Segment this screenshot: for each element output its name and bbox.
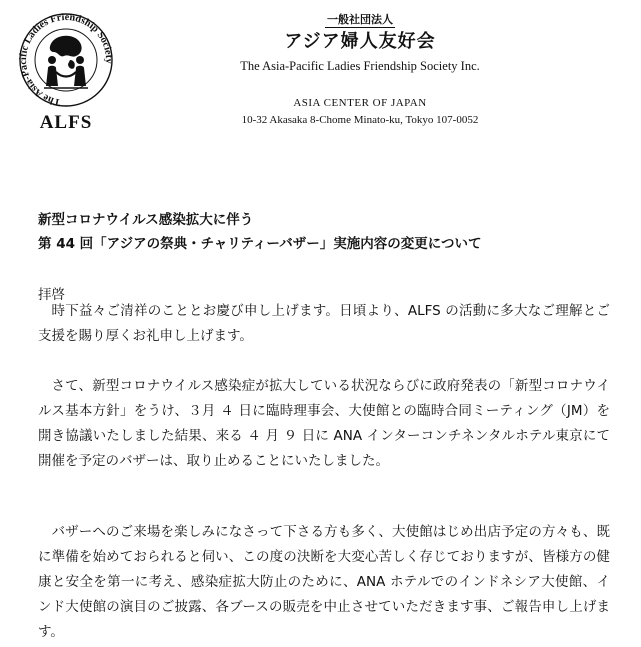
logo-emblem-icon	[10, 8, 122, 112]
org-address: 10-32 Akasaka 8-Chome Minato-ku, Tokyo 107-0052	[241, 114, 479, 126]
paragraph-1-text: 時下益々ご清祥のこととお慶び申し上げます。日頃より、ALFS の活動に多大なご理解とご支援を賜り厚くお礼申し上げます。	[38, 303, 610, 344]
paragraph-2	[38, 374, 610, 474]
paragraph-3-text: バザーへのご来場を楽しみになさって下さる方も多く、大使館はじめ出店予定の方々も、既に準備を始めておられると伺い、この度の決断を大変心苦しく存じておりますが、皆様方の健康と安全を第一に考え、感染症拡大防止のために、ANA ホテルでのインドネシア大使館、インド大使館の演目のご披露、各ブースの販売を中止させていただきます事、ご報告申し上げます。	[38, 524, 610, 640]
alfs-logo	[10, 8, 122, 134]
paragraph-3	[38, 520, 610, 645]
org-name-japanese: アジア婦人友好会	[284, 31, 436, 52]
document-title-line-2: 第 44 回「アジアの祭典・チャリティーバザー」実施内容の変更について	[38, 236, 482, 252]
salutation-text: 拝啓	[38, 287, 65, 303]
logo-caption: ALFS	[39, 112, 93, 133]
org-kind: 一般社団法人	[327, 13, 393, 26]
center-name: ASIA CENTER OF JAPAN	[293, 97, 427, 109]
org-name-english: The Asia-Pacific Ladies Friendship Society Inc.	[240, 59, 480, 73]
org-header	[160, 8, 560, 127]
paragraph-2-text: さて、新型コロナウイルス感染症が拡大している状況ならびに政府発表の「新型コロナウイルス基本方針」をうけ、３月 ４ 日に臨時理事会、大使館との臨時合同ミーティング（JM）を開き協議いたしました結果、来る ４ 月 ９ 日に ANA インターコンチネンタルホテル東京にて開催を予定のバザーは、取り止めることにいたしました。	[38, 378, 610, 469]
document-title-line-1: 新型コロナウイルス感染拡大に伴う	[38, 212, 254, 228]
logo-ring-text: The Asia-Pacific Ladies Friendship Society	[17, 11, 115, 108]
svg-text:The Asia-Pacific Ladies Friend	[18, 12, 114, 108]
paragraph-1	[38, 299, 610, 349]
